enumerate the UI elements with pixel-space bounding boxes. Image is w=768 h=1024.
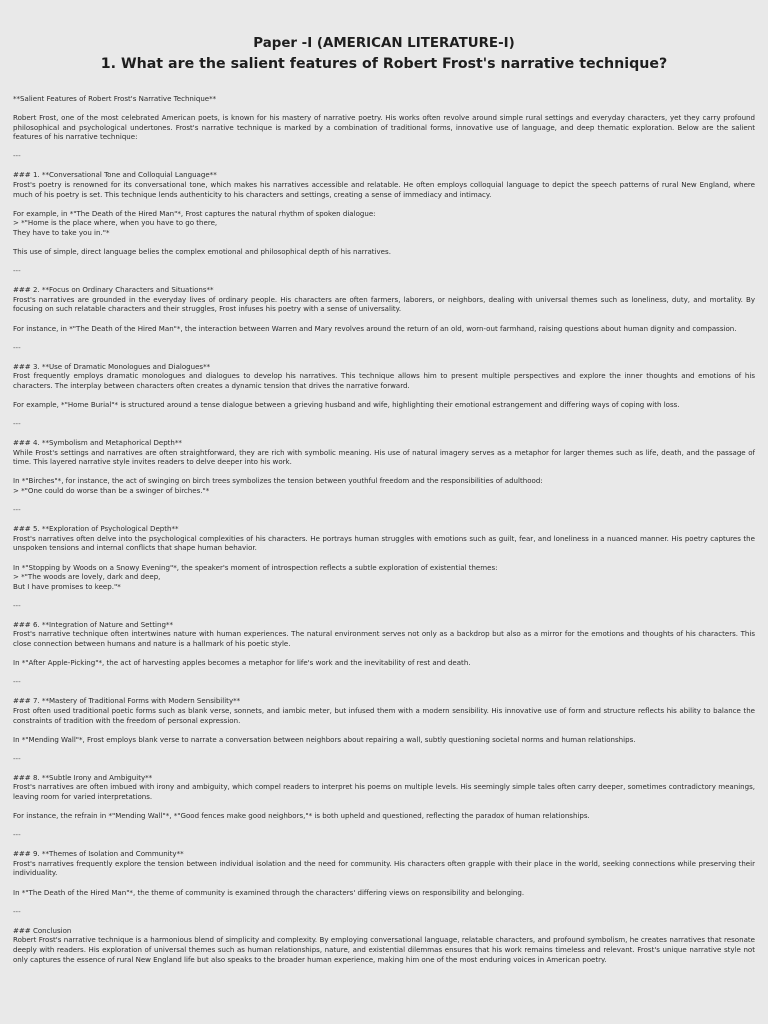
section-note: This use of simple, direct language belies the complex emotional and philosophical depth of his narratives. <box>13 247 391 257</box>
section-heading: ### 3. **Use of Dramatic Monologues and Dialogues** <box>13 361 211 371</box>
intro-paragraph: Robert Frost, one of the most celebrated American poets, is known for his mastery of narrative poetry. His works often revolve around simple rural settings and everyday characters, yet they carry profound philosophical and psychological undertones. Frost's narrative technique is marked by a combination of traditional forms, innovative use of language, and deep thematic exploration. Below are the salient features of his narrative technique: <box>13 113 755 142</box>
section-body: Frost often used traditional poetic forms such as blank verse, sonnets, and iambic meter, but infused them with a modern sensibility. His innovative use of form and structure reflects his ability to balance the constraints of tradition with the freedom of personal expression. <box>13 705 755 725</box>
section-heading: ### 7. **Mastery of Traditional Forms with Modern Sensibility** <box>13 696 241 706</box>
section-heading: ### 6. **Integration of Nature and Setting** <box>13 619 173 629</box>
section-body: Frost's narratives frequently explore the tension between individual isolation and the need for community. His characters often grapple with their place in the world, seeking connections while preserving their individuality. <box>13 858 755 878</box>
section-example: For instance, in *"The Death of the Hired Man"*, the interaction between Warren and Mary revolves around the return of an old, worn-out farmhand, raising questions about human dignity and compassion. <box>13 323 737 333</box>
conclusion-section <box>13 926 755 964</box>
section-heading: ### 4. **Symbolism and Metaphorical Depth** <box>13 438 182 448</box>
section-example: In *"The Death of the Hired Man"*, the theme of community is examined through the characters' differing views on responsibility and belonging. <box>13 887 525 897</box>
section-heading: ### 8. **Subtle Irony and Ambiguity** <box>13 772 153 782</box>
conclusion-heading: ### Conclusion <box>13 925 72 935</box>
conclusion-body: Robert Frost's narrative technique is a harmonious blend of simplicity and complexity. By employing conversational language, relatable characters, and profound symbolism, he creates narratives that resonate deeply with readers. His exploration of universal themes such as human relationships, nature, and existential dilemmas ensures that his work remains timeless and relevant. Frost's unique narrative style not only captures the essence of rural New England life but also speaks to the broader human experience, making him one of the most enduring voices in American poetry. <box>13 935 755 964</box>
section-5 <box>13 524 755 610</box>
section-8 <box>13 773 755 840</box>
section-4 <box>13 438 755 515</box>
section-6 <box>13 620 755 687</box>
section-body: Frost's narratives are grounded in the everyday lives of ordinary people. His characters are often farmers, laborers, or neighbors, dealing with universal themes such as loneliness, duty, and mortality. By focusing on such relatable characters and their struggles, Frost infuses his poetry with a sense of universality. <box>13 294 755 314</box>
separator: --- <box>13 906 21 916</box>
section-9 <box>13 849 755 916</box>
section-heading: ### 1. **Conversational Tone and Colloquial Language** <box>13 170 217 180</box>
separator: --- <box>13 266 21 276</box>
section-body: Frost's poetry is renowned for its conversational tone, which makes his narratives accessible and relatable. He often employs colloquial language to depict the speech patterns of rural New England, where much of his poetry is set. This technique lends authenticity to his characters and settings, creating a sense of immediacy and intimacy. <box>13 180 755 199</box>
section-example: For example, *"Home Burial"* is structured around a tense dialogue between a grieving husband and wife, highlighting their emotional estrangement and differing ways of coping with loss. <box>13 399 680 409</box>
separator: --- <box>13 505 21 515</box>
section-body: Frost's narratives are often imbued with irony and ambiguity, which compel readers to interpret his poems on multiple levels. His seemingly simple tales often carry deeper, sometimes contradictory meanings, leaving room for varied interpretations. <box>13 782 755 801</box>
section-example: For example, in *"The Death of the Hired Man"*, Frost captures the natural rhythm of spoken dialogue: > *"Home is the place where, when you have to go there, They have to take you in."* <box>13 208 376 237</box>
section-example: In *"Stopping by Woods on a Snowy Evening"*, the speaker's moment of introspection reflects a subtle exploration of existential themes: > *"The woods are lovely, dark and deep, But I have promises to keep."* <box>13 562 498 591</box>
section-body: While Frost's settings and narratives are often straightforward, they are rich with symbolic meaning. His use of natural imagery serves as a metaphor for larger themes such as life, death, and the passage of time. This layered narrative style invites readers to delve deeper into his work. <box>13 447 755 467</box>
separator: --- <box>13 677 21 687</box>
separator: --- <box>13 419 21 429</box>
separator: --- <box>13 753 21 763</box>
section-heading: ### 5. **Exploration of Psychological Depth** <box>13 524 179 534</box>
section-3 <box>13 362 755 429</box>
section-heading: ### 9. **Themes of Isolation and Community** <box>13 849 184 859</box>
section-example: In *"Mending Wall"*, Frost employs blank verse to narrate a conversation between neighbors about repairing a wall, subtly questioning societal norms and human relationships. <box>13 734 636 744</box>
section-heading: ### 2. **Focus on Ordinary Characters and Situations** <box>13 285 214 295</box>
separator: --- <box>13 830 21 840</box>
question-title: 1. What are the salient features of Robert Frost's narrative technique? <box>100 56 668 72</box>
separator: --- <box>13 151 21 161</box>
section-body: Frost frequently employs dramatic monologues and dialogues to develop his narratives. This technique allows him to present multiple perspectives and explore the inner thoughts and emotions of his characters. The interplay between characters often creates a dynamic tension that drives the narrative forward. <box>13 371 755 390</box>
paper-title: Paper -I (AMERICAN LITERATURE-I) <box>253 36 515 51</box>
section-body: Frost's narrative technique often intertwines nature with human experiences. The natural environment serves not only as a backdrop but also as a mirror for the emotions and thoughts of his characters. This close connection between humans and nature is a hallmark of his poetic style. <box>13 629 755 649</box>
section-example: In *"Birches"*, for instance, the act of swinging on birch trees symbolizes the tension between youthful freedom and the responsibilities of adulthood: > *"One could do worse than be a swinger of birches."* <box>13 476 543 496</box>
section-body: Frost's narratives often delve into the psychological complexities of his characters. He portrays human struggles with emotions such as guilt, fear, and loneliness in a nuanced manner. His poetry captures the unspoken tensions and internal conflicts that shape human behavior. <box>13 533 755 553</box>
separator: --- <box>13 342 21 352</box>
section-7 <box>13 696 755 763</box>
intro-heading: **Salient Features of Robert Frost's Narrative Technique** <box>13 94 217 103</box>
section-2 <box>13 285 755 352</box>
separator: --- <box>13 600 21 610</box>
sections-list <box>13 170 755 916</box>
answer-body <box>13 94 755 964</box>
section-example: In *"After Apple-Picking"*, the act of harvesting apples becomes a metaphor for life's work and the inevitability of rest and death. <box>13 658 471 668</box>
section-example: For instance, the refrain in *"Mending Wall"*, *"Good fences make good neighbors,"* is both upheld and questioned, reflecting the paradox of human relationships. <box>13 811 590 821</box>
section-1 <box>13 170 755 275</box>
